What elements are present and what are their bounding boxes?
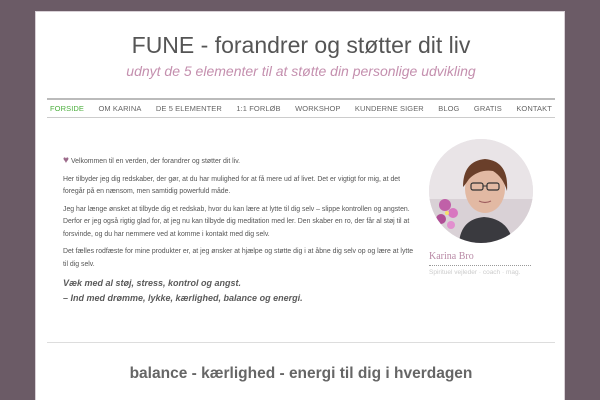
- heart-icon: ♥: [63, 155, 69, 166]
- emphasis-paragraph: [63, 276, 418, 306]
- nav-item-forside[interactable]: FORSIDE: [50, 104, 85, 113]
- nav-item-kontakt[interactable]: KONTAKT: [516, 104, 552, 113]
- site-title[interactable]: FUNE - forandrer og støtter dit liv: [131, 32, 471, 58]
- products-paragraph: Det fælles rodfæste for mine produkter er, at jeg ønsker at hjælpe og støtte dig i at åbne dig selv op og lære at lytte til dig selv.: [63, 248, 414, 268]
- welcome-paragraph: [63, 155, 418, 169]
- nav-item-kunderne-siger[interactable]: KUNDERNE SIGER: [354, 104, 424, 113]
- nav-item-de-5-elementer[interactable]: DE 5 ELEMENTER: [155, 104, 222, 113]
- nav-item-workshop[interactable]: WORKSHOP: [295, 104, 341, 113]
- nav-item-blog[interactable]: BLOG: [438, 104, 460, 113]
- profile-name: Karina Bro: [429, 251, 474, 262]
- emphasis-line-1: Væk med al støj, stress, kontrol og angst.: [63, 278, 242, 288]
- main-content: [63, 155, 418, 311]
- emphasis-line-2: – Ind med drømme, lykke, kærlighed, balance og energi.: [63, 293, 303, 303]
- nav-item-1-1-forloeb[interactable]: 1:1 FORLØB: [236, 104, 281, 113]
- meditation-text-a: Jeg har længe ønsket at tilbyde dig et redskab, hvor du kan lære at lytte til dig selv – slippe kontrollen og angsten.: [63, 205, 410, 213]
- nav-item-gratis[interactable]: GRATIS: [473, 104, 502, 113]
- avatar[interactable]: [429, 139, 533, 243]
- meditation-text-b: Derfor er jeg også rigtig glad for, at jeg nu kan tilbyde dig meditation med ler. Den skaber en ro, der får al støj til at forsvinde, og du har nemmere ved at komme i kontakt med dig selv.: [63, 218, 410, 238]
- main-nav: [47, 98, 555, 118]
- intro-paragraph: Her tilbyder jeg dig redskaber, der gør, at du har mulighed for at få mere ud af livet. Det er vigtigt for mig, at det foregår på en nænsom, men samtidig powerfuld måde.: [63, 175, 401, 195]
- avatar-portrait: [429, 139, 533, 243]
- section-divider: [47, 342, 555, 343]
- nav-item-om-karina[interactable]: OM KARINA: [98, 104, 142, 113]
- profile-divider: [429, 265, 531, 266]
- site-subtitle: udnyt de 5 elementer til at støtte din personlige udvikling: [126, 63, 476, 79]
- welcome-text: Velkommen til en verden, der forandrer og støtter dit liv.: [70, 158, 241, 165]
- tagline-heading: balance - kærlighed - energi til dig i hverdagen: [129, 365, 473, 382]
- profile-card: [429, 139, 539, 276]
- page-container: [35, 11, 565, 400]
- meditation-paragraph: [63, 204, 418, 242]
- profile-role: Spirituel vejleder · coach · mag.: [429, 269, 521, 276]
